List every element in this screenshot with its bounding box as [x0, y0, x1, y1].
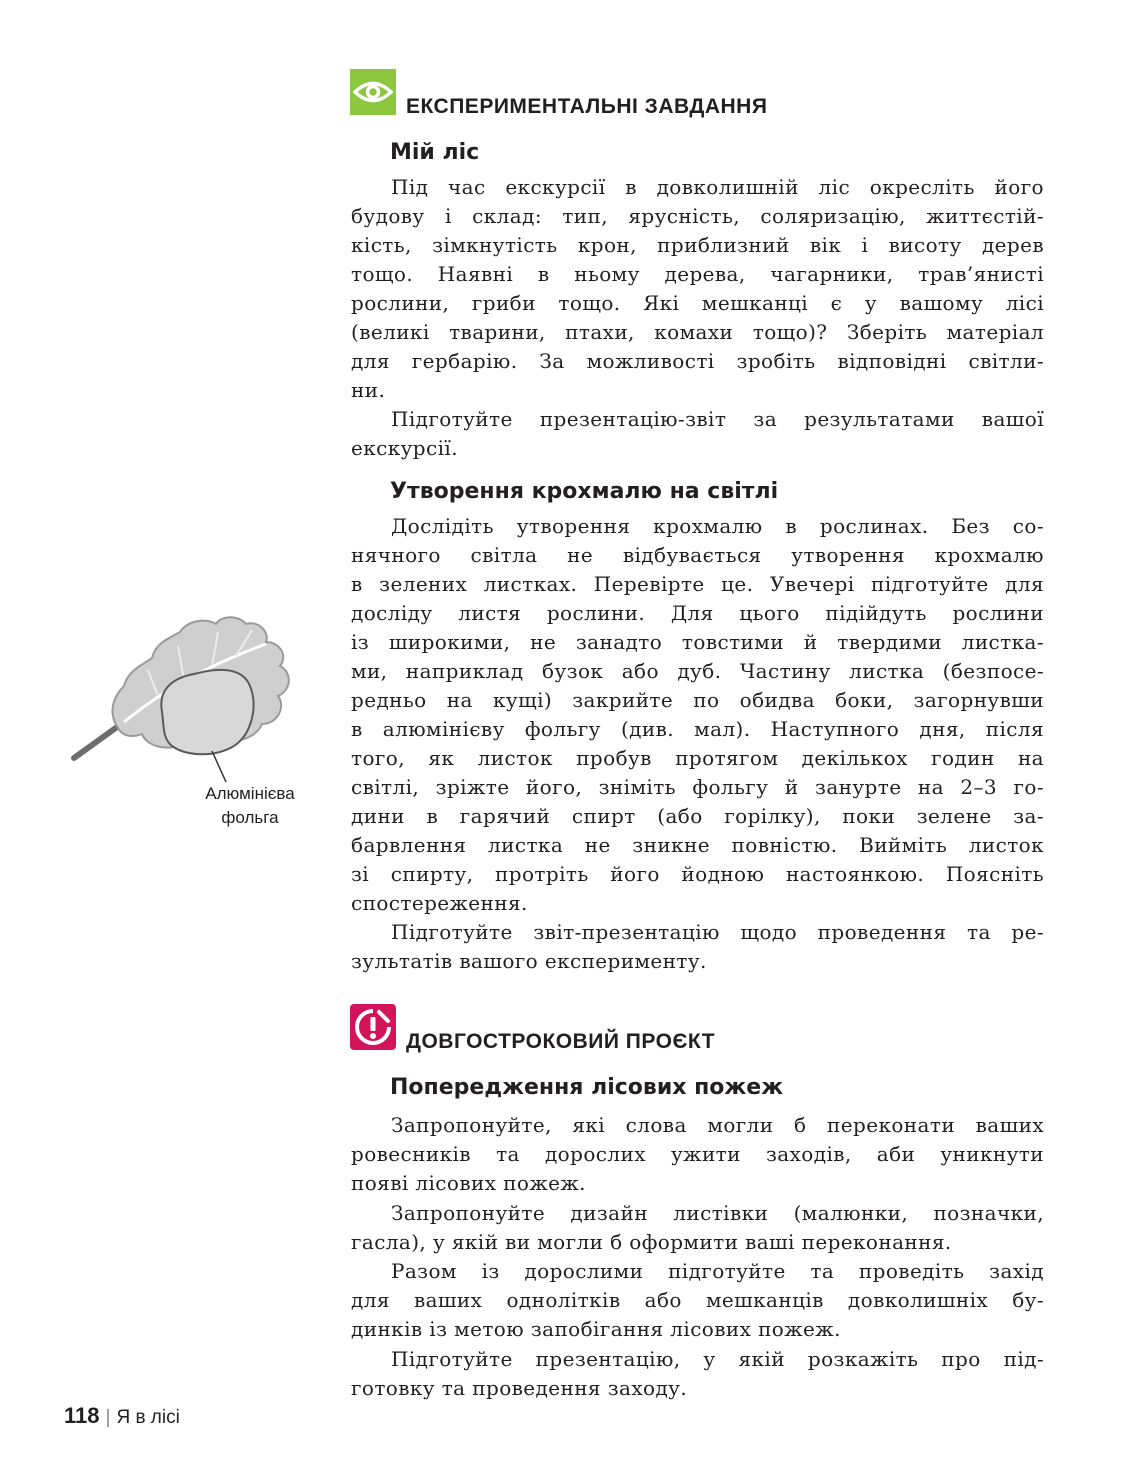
- paragraph: Разом із дорослими підготуйте та проведіть захід для ваших однолітків або мешканців довколишніх бу- динків із метою запобігання лісових пожеж.: [351, 1259, 1044, 1341]
- section-header-project: [350, 1004, 716, 1053]
- paragraph: Запропонуйте дизайн листівки (малюнки, позначки, гасла), у якій ви могли б оформити ваші переконання.: [351, 1201, 1044, 1254]
- paragraph: Підготуйте презентацію, у якій розкажіть про під- готовку та проведення заходу.: [351, 1347, 1044, 1400]
- paragraph: Під час екскурсії в довколишній ліс окресліть його будову і склад: тип, ярусність, соляризацію, життєстій- кість, зімкнутість крон, приблизний вік і висоту дерев тощо. Наявні в ньому дерева, чагарники, трав’янисті рослини, гриби тощо. Які мешканці є у вашому лісі (великі тварини, птахи, комахи тощо)? Зберіть матеріал для гербарію. За можливості зробіть відповідні світли- ни.: [351, 175, 1044, 402]
- page-number: 118: [64, 1403, 100, 1428]
- oak-leaf-foil-illustration: [66, 610, 306, 785]
- paragraph: Підготуйте звіт-презентацію щодо проведення та ре- зультатів вашого експерименту.: [351, 920, 1044, 973]
- eye-icon: [350, 69, 396, 115]
- paragraph: Дослідіть утворення крохмалю в рослинах. Без со- нячного світла не відбувається утворення крохмалю в зелених листках. Перевірте це. Увечері підготуйте для досліду листя рослини. Для цього підійдуть рослини із широкими, не занадто товстими й твердими листка- ми, наприклад бузок або дуб. Частину листка (безпосе- редньо на кущі) закрийте по обидва боки, загорнувши в алюмінієву фольгу (див. мал). Наступного дня, після того, як листок пробув протягом декількох годин на світлі, зріжте його, зніміть фольгу й занурте на 2–3 го- дини в гарячий спирт (або горілку), поки зелене за- барвлення листка не зникне повністю. Вийміть листок зі спирту, протріть його йодною настоянкою. Поясніть спостереження.: [351, 514, 1044, 915]
- paragraph: Підготуйте презентацію-звіт за результатами вашої екскурсії.: [351, 407, 1044, 460]
- page-footer: [64, 1403, 180, 1429]
- task-heading: Мій ліс: [390, 140, 480, 165]
- figure-caption: Алюмінієва фольга: [205, 784, 295, 827]
- section-title: ДОВГОСТРОКОВИЙ ПРОЄКТ: [406, 1030, 716, 1053]
- task-heading: Попередження лісових пожеж: [390, 1075, 784, 1100]
- chapter-title: Я в лісі: [116, 1407, 180, 1428]
- paragraph: Запропонуйте, які слова могли б переконати ваших ровесників та дорослих ужити заходів, аби уникнути появі лісових пожеж.: [351, 1113, 1044, 1195]
- section-title: ЕКСПЕРИМЕНТАЛЬНІ ЗАВДАННЯ: [406, 95, 768, 118]
- footer-separator: |: [105, 1407, 111, 1428]
- clock-exclamation-icon: [350, 1004, 396, 1050]
- section-header-experimental: [350, 69, 768, 118]
- task-heading: Утворення крохмалю на світлі: [390, 479, 779, 504]
